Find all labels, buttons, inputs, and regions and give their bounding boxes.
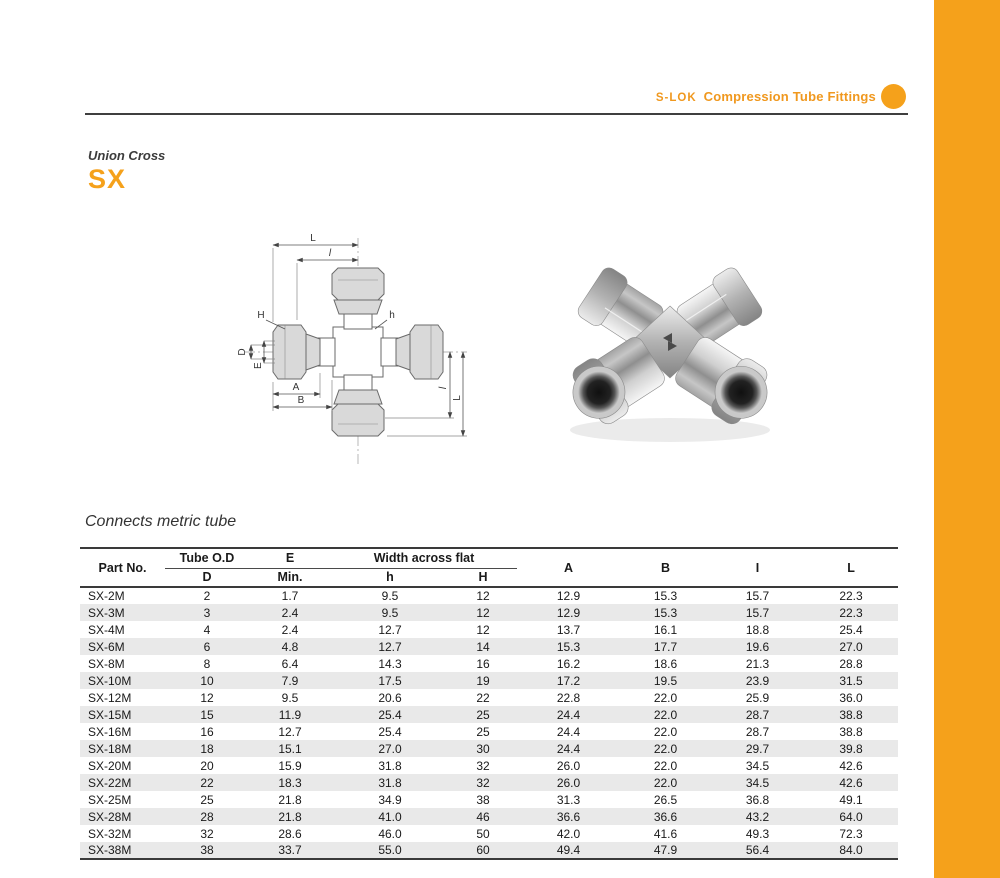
- part-no-cell: SX-20M: [88, 758, 132, 773]
- page-header-title: Compression Tube Fittings: [703, 89, 876, 104]
- cell: 22.3: [839, 605, 863, 620]
- cell: 25: [476, 724, 490, 739]
- part-no-cell: SX-15M: [88, 707, 132, 722]
- part-no-cell: SX-3M: [88, 605, 125, 620]
- cell: 84.0: [839, 843, 863, 857]
- cell: 50: [476, 826, 490, 841]
- table-row: [80, 706, 898, 723]
- cell: 15.7: [745, 605, 770, 620]
- cell: 12: [476, 589, 490, 603]
- cell: 64.0: [839, 809, 863, 824]
- bottom-nut: [332, 390, 384, 436]
- table-row: [80, 621, 898, 638]
- cell: 12.7: [378, 639, 402, 654]
- col-header-a: A: [517, 548, 620, 587]
- col-header-i: I: [711, 548, 804, 587]
- cell: 41.6: [653, 826, 678, 841]
- cell: 22.8: [556, 690, 581, 705]
- cell: 46: [476, 809, 490, 824]
- cell: 31.8: [378, 775, 402, 790]
- part-no-cell: SX-16M: [88, 724, 132, 739]
- cell: 15.3: [653, 605, 678, 620]
- dim-label-L-top: L: [310, 233, 316, 244]
- part-no-cell: SX-8M: [88, 656, 125, 671]
- cell: 4: [203, 622, 211, 637]
- cell: 22: [200, 775, 214, 790]
- cell: 18.8: [745, 622, 770, 637]
- dim-label-L-right: L: [452, 395, 463, 401]
- cell: 24.4: [556, 741, 581, 756]
- cell: 38.8: [839, 707, 863, 722]
- product-photo: [535, 250, 805, 450]
- cell: 12.7: [378, 622, 402, 637]
- cell: 26.5: [653, 792, 678, 807]
- table-row: [80, 638, 898, 655]
- cell: 9.5: [381, 605, 399, 620]
- cell: 38: [476, 792, 490, 807]
- cell: 15.3: [653, 589, 678, 603]
- cell: 31.3: [556, 792, 581, 807]
- cell: 2.4: [281, 605, 299, 620]
- col-header-part-no: Part No.: [80, 548, 165, 587]
- cell: 27.0: [839, 639, 863, 654]
- cell: 12.9: [556, 589, 581, 603]
- cell: 36.0: [839, 690, 863, 705]
- table-row: [80, 723, 898, 740]
- cell: 15.1: [278, 741, 302, 756]
- cell: 25.4: [839, 622, 863, 637]
- table-row: [80, 655, 898, 672]
- cell: 49.1: [839, 792, 863, 807]
- table-row: [80, 740, 898, 757]
- col-header-l: L: [804, 548, 898, 587]
- orange-dot-icon: [881, 84, 906, 109]
- part-no-cell: SX-10M: [88, 673, 132, 688]
- technical-drawing: [235, 228, 510, 473]
- cell: 36.6: [556, 809, 581, 824]
- cell: 34.5: [745, 775, 770, 790]
- cell: 26.0: [556, 775, 581, 790]
- cell: 22.0: [653, 741, 678, 756]
- cell: 28.7: [745, 707, 770, 722]
- cell: 56.4: [745, 843, 770, 857]
- cell: 36.8: [745, 792, 770, 807]
- part-no-cell: SX-4M: [88, 622, 125, 637]
- cell: 42.6: [839, 758, 863, 773]
- cell: 22.0: [653, 758, 678, 773]
- cell: 4.8: [281, 639, 299, 654]
- cell: 1.7: [281, 589, 299, 603]
- cell: 28: [200, 809, 214, 824]
- cell: 32: [200, 826, 214, 841]
- brand-logo-text: S-LOK: [655, 92, 697, 104]
- cell: 21.8: [278, 809, 302, 824]
- cell: 21.3: [745, 656, 770, 671]
- cell: 72.3: [839, 826, 863, 841]
- cell: 21.8: [278, 792, 302, 807]
- cell: 18.3: [278, 775, 302, 790]
- cell: 2: [203, 589, 211, 603]
- cell: 22.0: [653, 690, 678, 705]
- cell: 12: [200, 690, 214, 705]
- photo-shadow: [570, 418, 770, 442]
- cell: 15: [200, 707, 214, 722]
- cell: 16.2: [556, 656, 581, 671]
- col-header-e: E: [249, 548, 331, 568]
- cell: 12: [476, 605, 490, 620]
- cell: 32: [476, 758, 490, 773]
- col-header-tube-od: Tube O.D: [165, 548, 249, 568]
- cell: 13.7: [556, 622, 581, 637]
- header-rule: [85, 113, 908, 115]
- cell: 24.4: [556, 724, 581, 739]
- part-no-cell: SX-12M: [88, 690, 132, 705]
- cell: 25.4: [378, 724, 402, 739]
- cell: 11.9: [278, 707, 302, 722]
- cell: 27.0: [378, 741, 402, 756]
- part-no-cell: SX-22M: [88, 775, 132, 790]
- col-header-width-across-flat: Width across flat: [331, 548, 517, 568]
- cell: 33.7: [278, 843, 302, 857]
- col-subheader-d: D: [165, 568, 249, 587]
- cell: 3: [203, 605, 211, 620]
- cell: 9.5: [381, 589, 399, 603]
- right-nut: [396, 325, 443, 379]
- cell: 19.5: [653, 673, 678, 688]
- part-no-cell: SX-32M: [88, 826, 132, 841]
- cell: 25: [476, 707, 490, 722]
- part-no-cell: SX-6M: [88, 639, 125, 654]
- table-row: [80, 825, 898, 842]
- cell: 16: [200, 724, 214, 739]
- cell: 31.5: [839, 673, 863, 688]
- cell: 31.8: [378, 758, 402, 773]
- table-row: [80, 604, 898, 621]
- cell: 22: [476, 690, 490, 705]
- table-row: [80, 774, 898, 791]
- part-no-cell: SX-18M: [88, 741, 132, 756]
- cell: 20: [200, 758, 214, 773]
- cell: 34.5: [745, 758, 770, 773]
- cell: 7.9: [281, 673, 299, 688]
- cell: 36.6: [653, 809, 678, 824]
- product-name: Union Cross: [88, 148, 166, 163]
- cell: 28.8: [839, 656, 863, 671]
- cell: 29.7: [745, 741, 770, 756]
- cell: 6.4: [281, 656, 299, 671]
- cell: 42.6: [839, 775, 863, 790]
- cell: 17.2: [556, 673, 581, 688]
- cell: 19: [476, 673, 490, 688]
- cell: 34.9: [378, 792, 402, 807]
- cell: 22.3: [839, 589, 863, 603]
- cell: 43.2: [745, 809, 770, 824]
- cell: 12.7: [278, 724, 302, 739]
- cell: 32: [476, 775, 490, 790]
- cell: 20.6: [378, 690, 402, 705]
- dim-label-l-top: l: [328, 248, 332, 259]
- cell: 18.6: [653, 656, 678, 671]
- cell: 26.0: [556, 758, 581, 773]
- spec-table-body: [80, 587, 898, 859]
- table-row: [80, 791, 898, 808]
- part-no-cell: SX-2M: [88, 589, 125, 603]
- dim-label-D: D: [237, 348, 248, 356]
- cell: 16.1: [653, 622, 678, 637]
- cell: 22.0: [653, 724, 678, 739]
- cell: 25.9: [745, 690, 770, 705]
- col-header-b: B: [620, 548, 711, 587]
- cell: 14: [476, 639, 490, 654]
- cell: 12: [476, 622, 490, 637]
- dim-label-H: H: [257, 310, 265, 321]
- cell: 28.6: [278, 826, 302, 841]
- cell: 8: [203, 656, 211, 671]
- page-header: [0, 89, 876, 104]
- right-orange-band: [934, 0, 1000, 878]
- cell: 42.0: [556, 826, 581, 841]
- cell: 9.5: [281, 690, 299, 705]
- cell: 25: [200, 792, 214, 807]
- cell: 19.6: [745, 639, 770, 654]
- part-no-cell: SX-25M: [88, 792, 132, 807]
- table-row: [80, 689, 898, 706]
- cell: 10: [200, 673, 214, 688]
- table-row: [80, 587, 898, 604]
- dim-label-E: E: [253, 362, 264, 369]
- cell: 15.3: [556, 639, 581, 654]
- section-heading: Connects metric tube: [85, 513, 237, 530]
- cell: 47.9: [653, 843, 678, 857]
- left-nut: [273, 325, 320, 379]
- dim-label-A: A: [292, 382, 300, 393]
- col-subheader-h-cap: H: [449, 568, 517, 587]
- part-no-cell: SX-28M: [88, 809, 132, 824]
- cell: 16: [476, 656, 490, 671]
- spec-table-header: [80, 548, 898, 587]
- table-row: [80, 842, 898, 859]
- cell: 49.4: [556, 843, 581, 857]
- cell: 17.7: [653, 639, 678, 654]
- cell: 38.8: [839, 724, 863, 739]
- cell: 22.0: [653, 775, 678, 790]
- cell: 2.4: [281, 622, 299, 637]
- cell: 18: [200, 741, 214, 756]
- dim-label-l-right: l: [438, 386, 449, 390]
- table-row: [80, 672, 898, 689]
- cell: 60: [476, 843, 490, 857]
- cell: 30: [476, 741, 490, 756]
- cell: 12.9: [556, 605, 581, 620]
- table-row: [80, 757, 898, 774]
- table-row: [80, 808, 898, 825]
- cell: 17.5: [378, 673, 402, 688]
- dim-label-B: B: [297, 395, 305, 406]
- cell: 41.0: [378, 809, 402, 824]
- part-no-cell: SX-38M: [88, 843, 132, 857]
- cell: 15.7: [745, 589, 770, 603]
- cell: 22.0: [653, 707, 678, 722]
- cell: 39.8: [839, 741, 863, 756]
- top-nut: [332, 268, 384, 314]
- cell: 23.9: [745, 673, 770, 688]
- dim-label-h: h: [389, 310, 395, 321]
- col-subheader-min: Min.: [249, 568, 331, 587]
- cell: 24.4: [556, 707, 581, 722]
- cell: 25.4: [378, 707, 402, 722]
- title-block: [88, 148, 165, 193]
- cell: 14.3: [378, 656, 402, 671]
- cell: 49.3: [745, 826, 770, 841]
- cell: 55.0: [378, 843, 402, 857]
- cell: 6: [203, 639, 211, 654]
- cell: 28.7: [745, 724, 770, 739]
- cell: 46.0: [378, 826, 402, 841]
- cell: 15.9: [278, 758, 302, 773]
- product-series: SX: [88, 164, 127, 194]
- fitting-outline: [273, 268, 443, 436]
- col-subheader-h-small: h: [331, 568, 449, 587]
- spec-table: [80, 547, 898, 860]
- cell: 38: [200, 843, 214, 857]
